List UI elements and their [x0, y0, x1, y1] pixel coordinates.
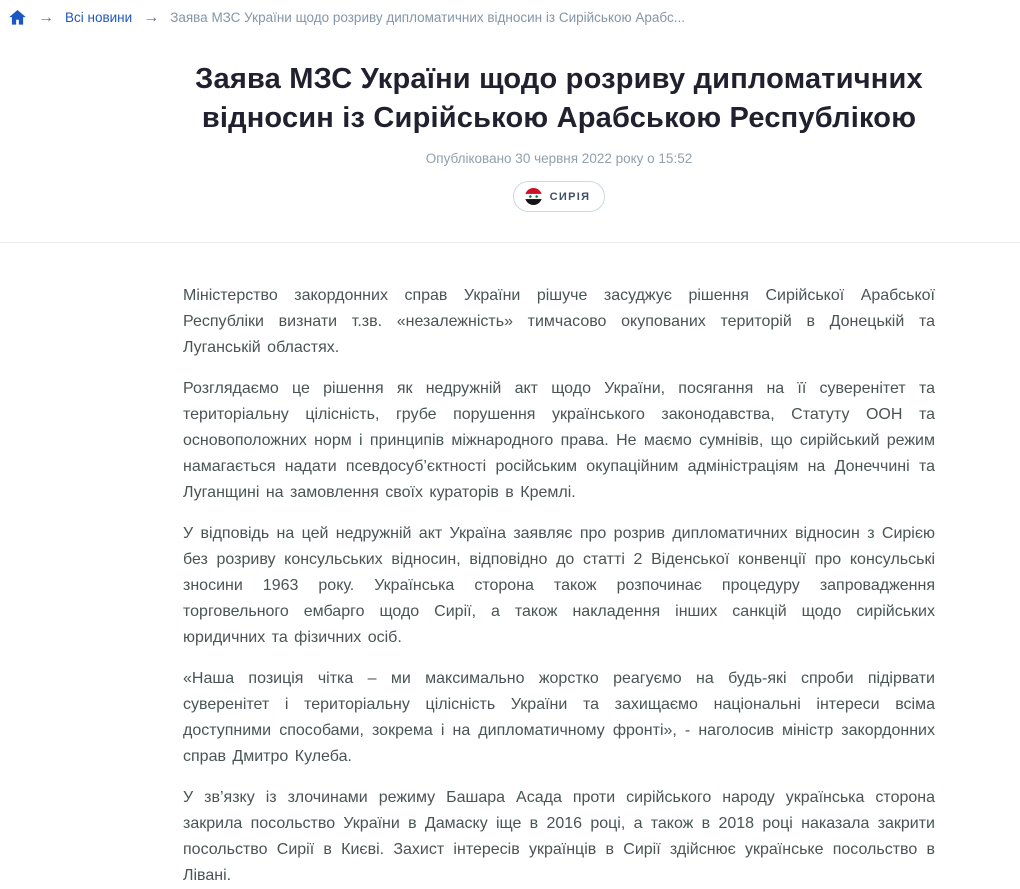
tag-label: СИРІЯ [549, 190, 591, 203]
article-paragraph: Розглядаємо це рішення як недружній акт щодо України, посягання на її суверенітет та територіальну цілісність, грубе порушення українського законодавства, Статуту ООН та основоположних норм і принципів міжнародного права. Не маємо сумнівів, що сирійський режим намагається надати псевдосуб’єктності російським окупаційним адміністраціям на Донеччині та Луганщині на замовлення своїх кураторів в Кремлі. [183, 380, 935, 501]
home-icon[interactable] [8, 8, 27, 27]
tag-row [183, 181, 935, 212]
breadcrumb-link-all-news[interactable]: Всі новини [65, 10, 133, 25]
article-container [183, 60, 935, 212]
breadcrumb-separator-icon: → [38, 8, 54, 26]
breadcrumb-current-page: Заява МЗС України щодо розриву дипломатичних відносин із Сирійською Арабс... [170, 10, 685, 25]
article-body [183, 243, 935, 889]
breadcrumb-separator-icon: → [143, 8, 160, 26]
syria-flag-icon [525, 188, 542, 205]
page-title: Заява МЗС України щодо розриву дипломатичних відносин із Сирійською Арабською Республікою [195, 63, 923, 134]
tag-syria[interactable] [513, 181, 606, 212]
article-paragraph: У відповідь на цей недружній акт Україна заявляє про розрив дипломатичних відносин з Сирією без розриву консульських відносин, відповідно до статті 2 Віденської конвенції про консульські зносини 1963 року. Українська сторона також розпочинає процедуру запровадження торговельного ембарго щодо Сирії, а також накладення інших санкцій щодо сирійських юридичних та фізичних осіб. [183, 525, 935, 646]
published-date: Опубліковано 30 червня 2022 року о 15:52 [425, 151, 693, 166]
article-paragraph: У зв’язку із злочинами режиму Башара Асада проти сирійського народу українська сторона закрила посольство України в Дамаску іще в 2016 році, а також в 2018 році наказала закрити посольство Сирії в Києві. Захист інтересів українців в Сирії здійснює українське посольство в Лівані. [183, 789, 935, 884]
article-paragraph: Міністерство закордонних справ України рішуче засуджує рішення Сирійської Арабської Республіки визнати т.зв. «незалежність» тимчасово окупованих територій в Донецькій та Луганській областях. [183, 287, 935, 356]
breadcrumb [0, 0, 1020, 27]
article-paragraph: «Наша позиція чітка – ми максимально жорстко реагуємо на будь-які спроби підірвати суверенітет і територіальну цілісність України та захищаємо національні інтереси всіма доступними способами, зокрема і на дипломатичному фронті», - наголосив міністр закордонних справ Дмитро Кулеба. [183, 670, 935, 765]
